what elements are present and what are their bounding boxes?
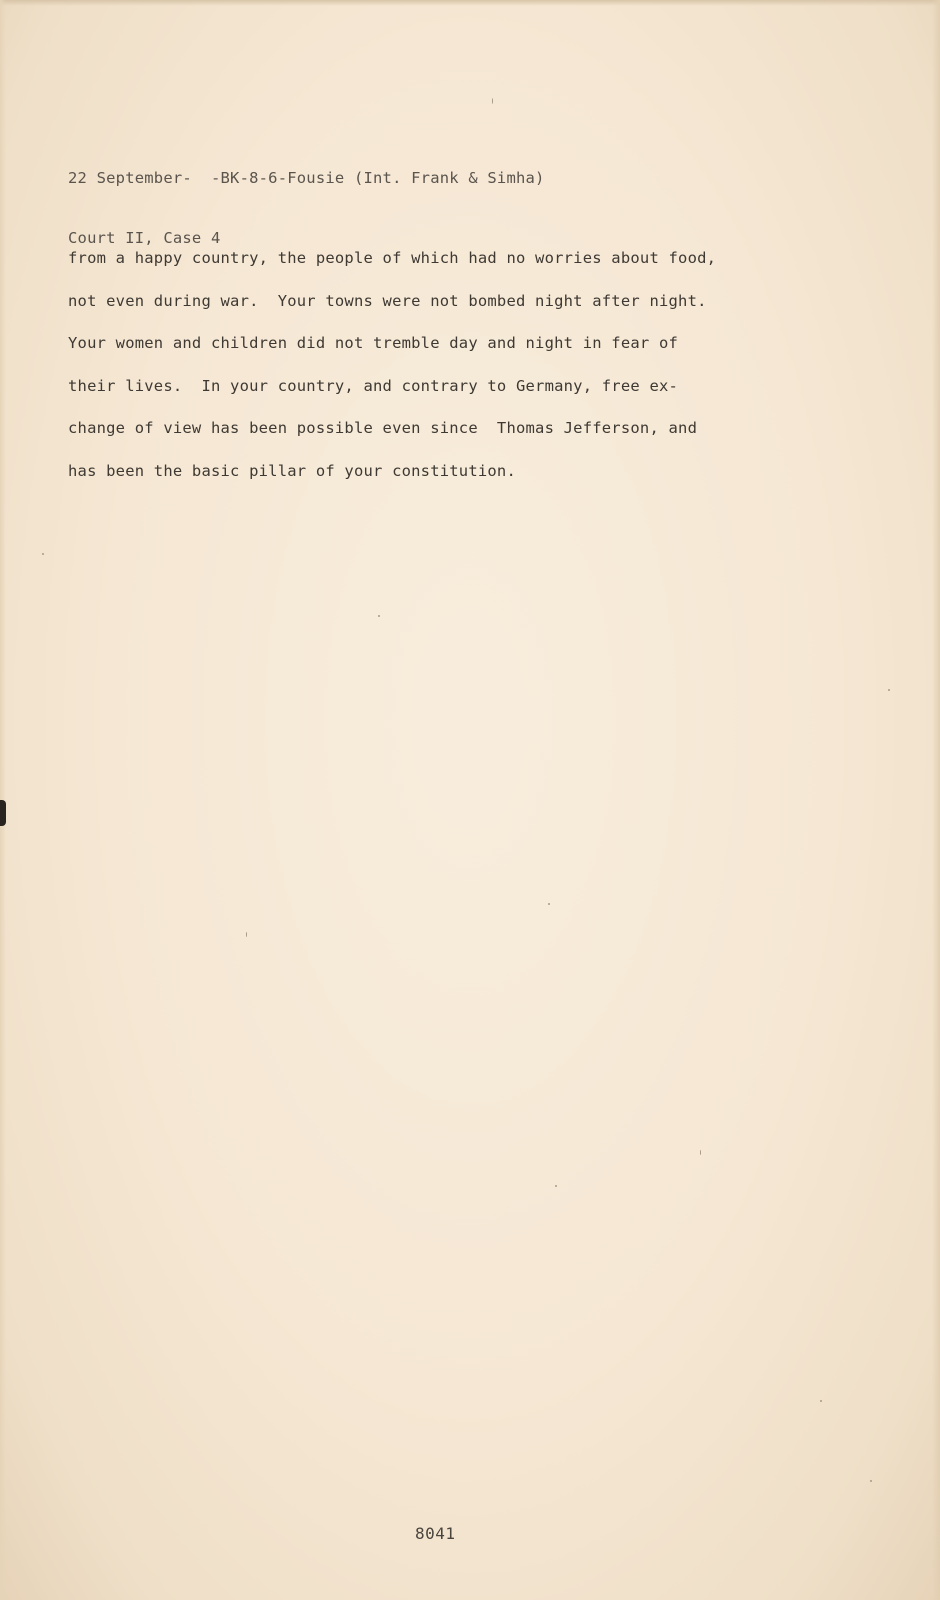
transcript-body	[68, 248, 868, 503]
page-edge-right	[932, 0, 940, 1600]
paper-speck	[492, 98, 493, 104]
paper-speck	[555, 1185, 557, 1187]
header-line-court: Court II, Case 4	[68, 229, 221, 247]
paper-speck	[888, 689, 890, 691]
page-edge-top	[0, 0, 940, 6]
paper-speck	[246, 932, 247, 937]
paper-speck	[700, 1150, 701, 1155]
paper-speck	[820, 1400, 822, 1402]
paper-speck	[42, 553, 44, 555]
body-line: their lives. In your country, and contrary to Germany, free ex-	[68, 376, 679, 395]
paper-speck	[378, 615, 380, 617]
binding-hole-mark	[0, 800, 6, 826]
header-line-session: 22 September- -BK-8-6-Fousie (Int. Frank & Simha)	[68, 169, 545, 187]
paper-speck	[548, 903, 550, 905]
page-number: 8041	[415, 1524, 456, 1543]
body-line: has been the basic pillar of your constitution.	[68, 461, 516, 480]
body-line: not even during war. Your towns were not bombed night after night.	[68, 291, 707, 310]
body-line: from a happy country, the people of which had no worries about food,	[68, 249, 717, 267]
body-line: change of view has been possible even since Thomas Jefferson, and	[68, 419, 698, 437]
paper-speck	[870, 1480, 872, 1482]
body-line: Your women and children did not tremble day and night in fear of	[68, 334, 679, 352]
